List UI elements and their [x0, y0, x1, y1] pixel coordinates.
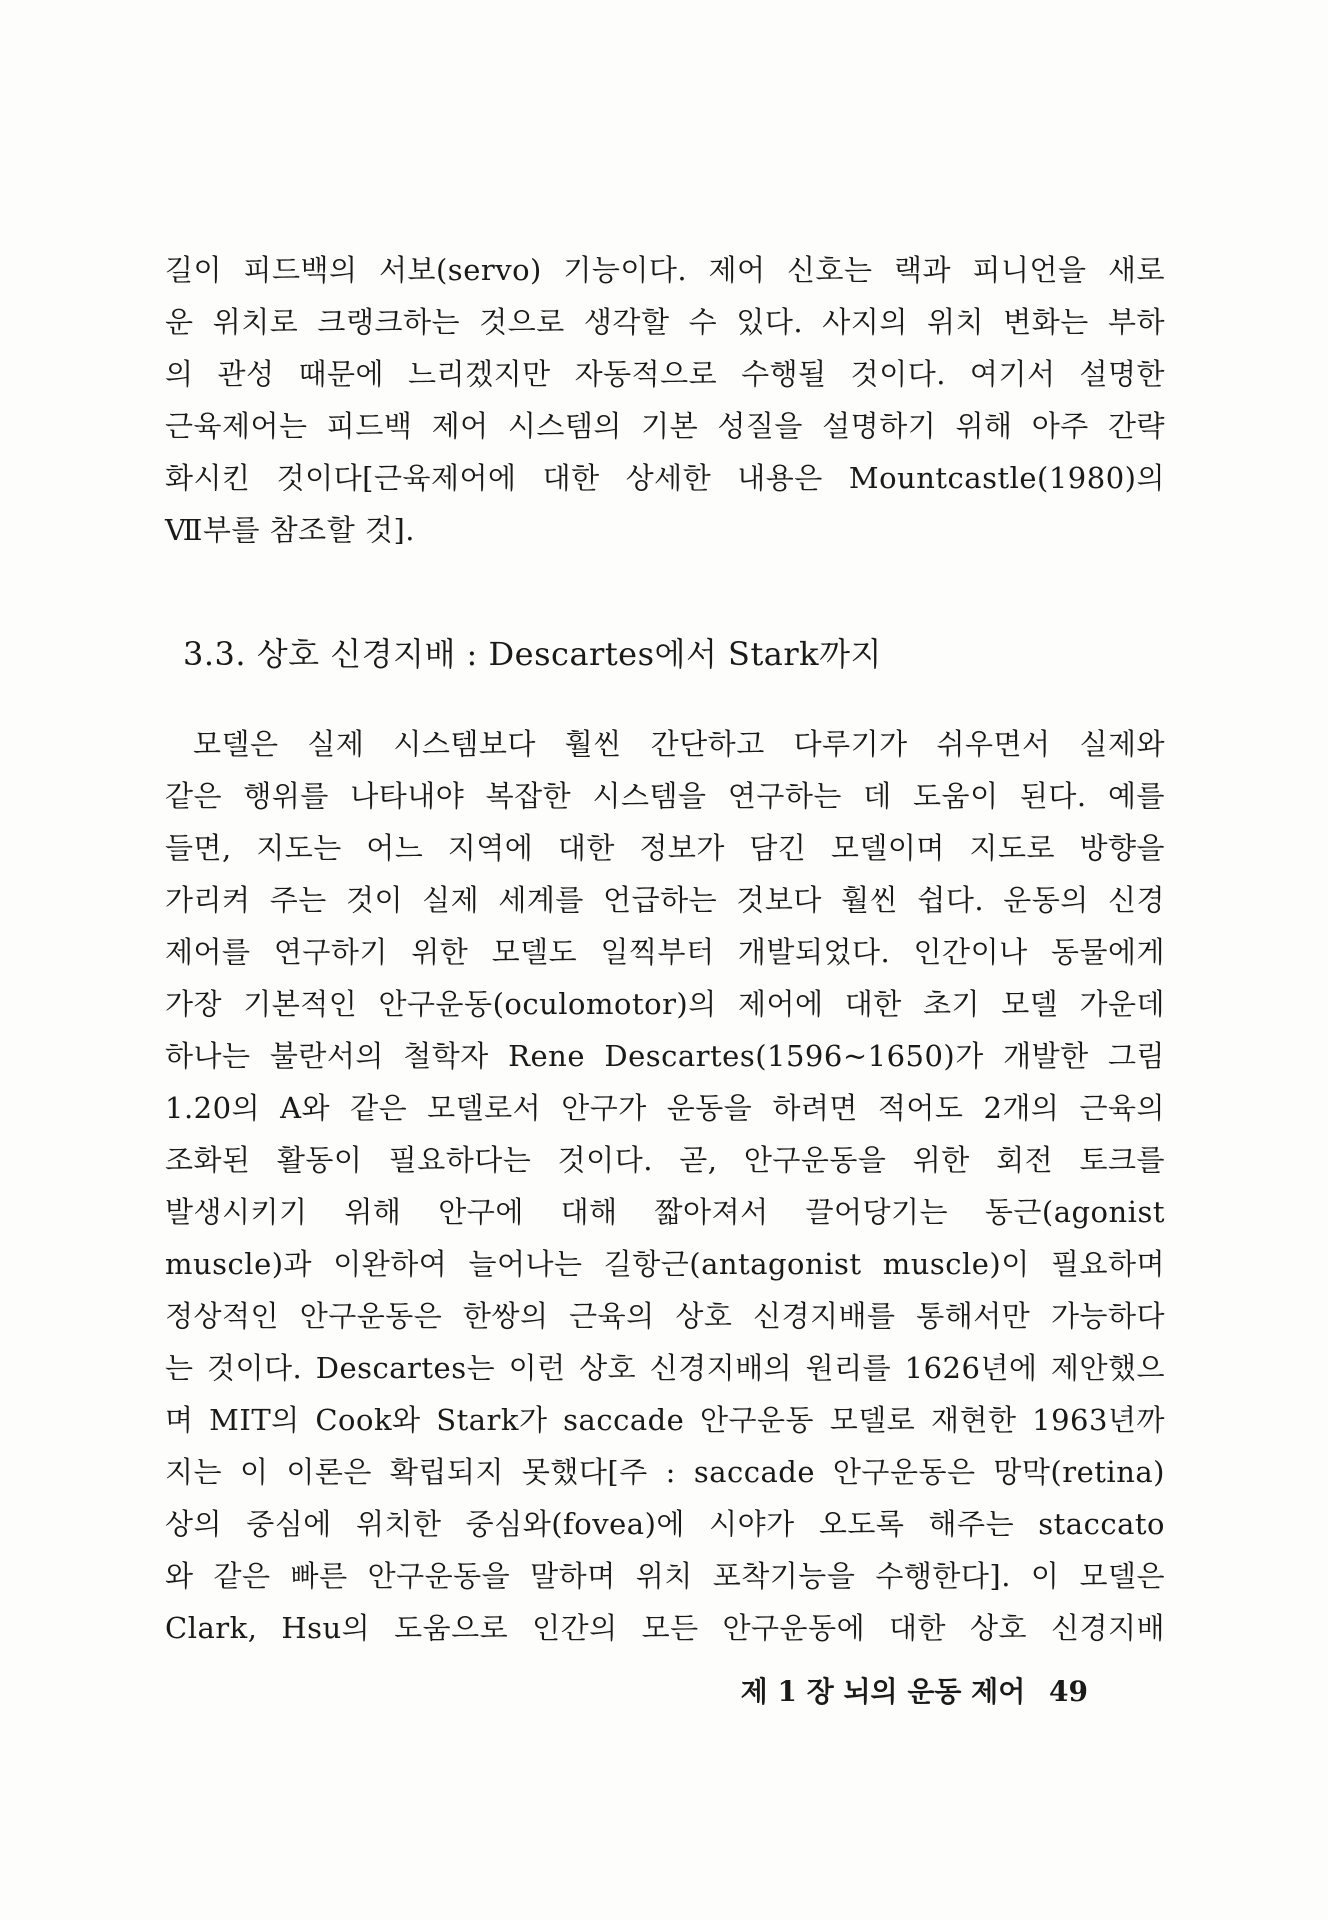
page-footer	[741, 1672, 1088, 1712]
section-heading: 3.3. 상호 신경지배 : Descartes에서 Stark까지	[183, 635, 882, 673]
text-line: 모델은 실제 시스템보다 훨씬 간단하고 다루기가 쉬우면서 실제와	[193, 727, 1165, 761]
text-line: 정상적인 안구운동은 한쌍의 근육의 상호 신경지배를 통해서만 가능하다	[165, 1299, 1165, 1333]
text-line: 제어를 연구하기 위한 모델도 일찍부터 개발되었다. 인간이나 동물에게	[165, 935, 1165, 969]
text-line: muscle)과 이완하여 늘어나는 길항근(antagonist muscle)이 필요하며	[165, 1247, 1165, 1281]
text-line: 들면, 지도는 어느 지역에 대한 정보가 담긴 모델이며 지도로 방향을	[165, 831, 1165, 865]
text-line: 조화된 활동이 필요하다는 것이다. 곧, 안구운동을 위한 회전 토크를	[165, 1143, 1165, 1177]
paragraph-reciprocal-innervation	[165, 718, 1165, 1654]
text-line: 근육제어는 피드백 제어 시스템의 기본 성질을 설명하기 위해 아주 간략	[165, 409, 1165, 443]
text-line: 며 MIT의 Cook와 Stark가 saccade 안구운동 모델로 재현한 1963년까	[165, 1403, 1165, 1437]
text-line: 운 위치로 크랭크하는 것으로 생각할 수 있다. 사지의 위치 변화는 부하	[165, 305, 1165, 339]
text-line: 가장 기본적인 안구운동(oculomotor)의 제어에 대한 초기 모델 가운데	[165, 987, 1165, 1021]
text-line: 1.20의 A와 같은 모델로서 안구가 운동을 하려면 적어도 2개의 근육의	[165, 1091, 1165, 1125]
page-number: 49	[1049, 1675, 1088, 1708]
text-line: Clark, Hsu의 도움으로 인간의 모든 안구운동에 대한 상호 신경지배	[165, 1611, 1165, 1645]
text-line: 는 것이다. Descartes는 이런 상호 신경지배의 원리를 1626년에 제안했으	[165, 1351, 1165, 1385]
text-line: 지는 이 이론은 확립되지 못했다[주 : saccade 안구운동은 망막(retina)	[165, 1455, 1165, 1489]
text-line: 상의 중심에 위치한 중심와(fovea)에 시야가 오도록 해주는 staccato	[165, 1507, 1165, 1541]
chapter-title: 제 1 장 뇌의 운동 제어	[740, 1675, 1026, 1708]
text-line: 화시킨 것이다[근육제어에 대한 상세한 내용은 Mountcastle(1980)의	[165, 461, 1165, 495]
text-line: 가리켜 주는 것이 실제 세계를 언급하는 것보다 훨씬 쉽다. 운동의 신경	[165, 883, 1165, 917]
text-line: 의 관성 때문에 느리겠지만 자동적으로 수행될 것이다. 여기서 설명한	[165, 357, 1165, 391]
text-line: 하나는 불란서의 철학자 Rene Descartes(1596~1650)가 개발한 그림	[165, 1039, 1165, 1073]
text-line: 발생시키기 위해 안구에 대해 짧아져서 끌어당기는 동근(agonist	[165, 1195, 1165, 1229]
paragraph-servo-feedback	[165, 244, 1165, 556]
text-line: 와 같은 빠른 안구운동을 말하며 위치 포착기능을 수행한다]. 이 모델은	[165, 1559, 1165, 1593]
text-line: Ⅶ부를 참조할 것].	[165, 513, 415, 547]
text-line: 길이 피드백의 서보(servo) 기능이다. 제어 신호는 랙과 피니언을 새로	[165, 253, 1165, 287]
text-line: 같은 행위를 나타내야 복잡한 시스템을 연구하는 데 도움이 된다. 예를	[165, 779, 1165, 813]
